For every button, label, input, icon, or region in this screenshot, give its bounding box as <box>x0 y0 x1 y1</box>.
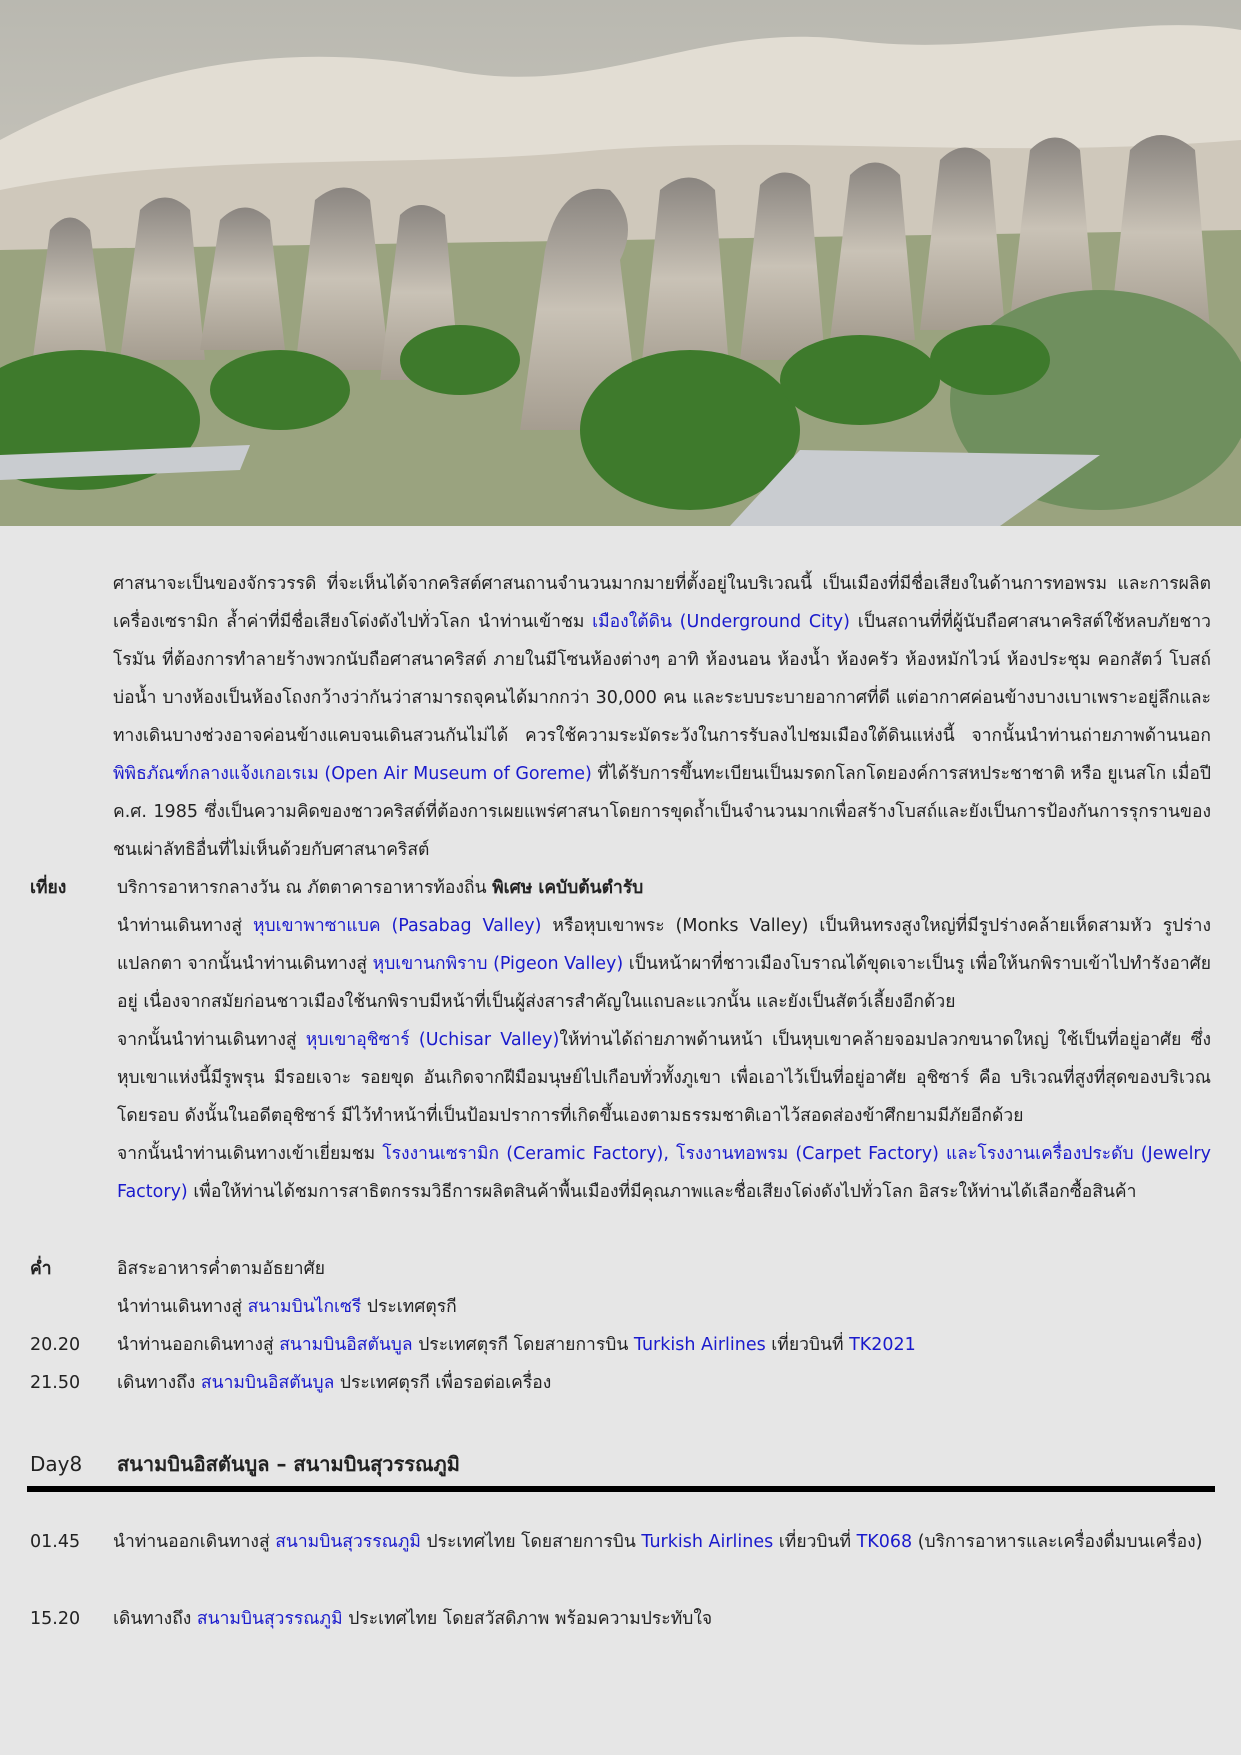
lunch-label: เที่ยง <box>30 878 67 898</box>
intro-text-1: ศาสนาจะเป็นของจักรวรรดิ ที่จะเห็นได้จากคริสต์ศาสนถานจำนวนมากมายที่ตั้งอยู่ในบริเวณนี้ เป็นเมืองที่มีชื่อเสียงในด้านการทอพรม และการผลิตเครื่องเซรามิก ล้ำค่าที่มีชื่อเสียงโด่งดังไปทั่วโลก นำท่านเข้าชม <box>113 574 1211 632</box>
kayseri-text-2: ประเทศตุรกี <box>361 1297 457 1317</box>
pasabag-text-3: เป็นหน้าผาที่ชาวเมืองโบราณได้ขุดเจาะเป็นรู เพื่อให้นกพิราบเข้าไปทำรังอาศัยอยู่ เนื่องจากสมัยก่อนชาวเมืองใช้นกพิราบมีหน้าที่เป็นผู้ส่งสารสำคัญในแถบละแวกนั้น และยังเป็นสัตว์เลี้ยงอีกด้วย <box>117 954 1212 1012</box>
time-2150: 21.50 <box>30 1373 81 1393</box>
intro-paragraph <box>113 565 1211 869</box>
lunch-text: บริการอาหารกลางวัน ณ ภัตตาคารอาหารท้องถิ่น <box>117 878 493 898</box>
uchisar-text-1: จากนั้นนำท่านเดินทางสู่ <box>117 1030 306 1050</box>
factories-link: โรงงานเซรามิก (Ceramic Factory), โรงงานทอพรม (Carpet Factory) และโรงงานเครื่องประดับ (Jewelry Factory) <box>117 1144 1211 1202</box>
hero-photo <box>0 0 1241 526</box>
lunch-special: พิเศษ เคบับต้นตำรับ <box>492 878 644 898</box>
time-2020: 20.20 <box>30 1335 81 1355</box>
f2150-text-1: เดินทางถึง <box>117 1373 201 1393</box>
uchisar-text-2: ให้ท่านได้ถ่ายภาพด้านหน้า เป็นหุบเขาคล้ายจอมปลวกขนาดใหญ่ ใช้เป็นที่อยู่อาศัย ซึ่งหุบเขาแห่งนี้มีรูพรุน มีรอยเจาะ รอยขุด อันเกิดจากฝีมือมนุษย์ไปเกือบทั่วทั้งภูเขา เพื่อเอาไว้เป็นที่อยู่อาศัย อุชิซาร์ คือ บริเวณที่สูงที่สุดของบริเวณโดยรอบ ดังนั้นในอดีตอุชิซาร์ มีไว้ทำหน้าที่เป็นป้อมปราการที่เกิดขึ้นเองตามธรรมชาติเอาไว้สอดส่องข้าศึกยามมีภัยอีกด้วย <box>117 1030 1211 1126</box>
f2150-text-2: ประเทศตุรกี เพื่อรอต่อเครื่อง <box>334 1373 552 1393</box>
intro-text-3: ที่ได้รับการขึ้นทะเบียนเป็นมรดกโลกโดยองค์การสหประชาชาติ หรือ ยูเนสโก เมื่อปี ค.ศ. 1985 ซึ่งเป็นความคิดของชาวคริสต์ที่ต้องการเผยแพร่ศาสนาโดยการขุดถ้ำเป็นจำนวนมากเพื่อสร้างโบสถ์และยังเป็นการป้องกันการรุกรานของชนเผ่าลัทธิอื่นที่ไม่เห็นด้วยกับศาสนาคริสต์ <box>113 764 1211 860</box>
dinner-text: อิสระอาหารค่ำตามอัธยาศัย <box>117 1259 325 1279</box>
f0145-text-4: (บริการอาหารและเครื่องดื่มบนเครื่อง) <box>912 1532 1203 1552</box>
intro-text-2: เป็นสถานที่ที่ผู้นับถือศาสนาคริสต์ใช้หลบภัยชาวโรมัน ที่ต้องการทำลายร้างพวกนับถือศาสนาคริสต์ ภายในมีโซนห้องต่างๆ อาทิ ห้องนอน ห้องน้ำ ห้องครัว ห้องหมักไวน์ ห้องประชุม คอกสัตว์ โบสถ์ บ่อน้ำ บางห้องเป็นห้องโถงกว้างว่ากันว่าสามารถจุคนได้มากกว่า 30,000 คน และระบบระบายอากาศที่ดี แต่อากาศค่อนข้างบางเบาเพราะอยู่ลึกและทางเดินบางช่วงอาจค่อนข้างแคบจนเดินสวนกันไม่ได้ ควรใช้ความระมัดระวังในการรับลงไปชมเมืองใต้ดินแห่งนี้ จากนั้นนำท่านถ่ายภาพด้านนอก <box>113 612 1212 746</box>
uchisar-valley-link: หุบเขาอุชิซาร์ (Uchisar Valley) <box>305 1030 560 1050</box>
f2020-text-2: ประเทศตุรกี โดยสายการบิน <box>412 1335 634 1355</box>
time-0145: 01.45 <box>30 1532 81 1552</box>
dinner-label: ค่ำ <box>30 1259 52 1279</box>
airline-name: Turkish Airlines <box>641 1532 774 1552</box>
f2020-text-1: นำท่านออกเดินทางสู่ <box>117 1335 280 1355</box>
istanbul-airport-link: สนามบินอิสตันบูล <box>200 1373 335 1393</box>
open-air-museum-link: พิพิธภัณฑ์กลางแจ้งเกอเรเม (Open Air Museum of Goreme) <box>113 764 592 784</box>
suvarnabhumi-airport-link: สนามบินสุวรรณภูมิ <box>196 1609 343 1629</box>
f0145-text-3: เที่ยวบินที่ <box>773 1532 857 1552</box>
pasabag-text-2: หรือหุบเขาพระ (Monks Valley) เป็นหินทรงสูงใหญ่ที่มีรูปร่างคล้ายเห็ดสามหัว รูปร่างแปลกตา จากนั้นนำท่านเดินทางสู่ <box>117 916 1211 974</box>
kayseri-text-1: นำท่านเดินทางสู่ <box>117 1297 248 1317</box>
pigeon-valley-link: หุบเขานกพิราบ (Pigeon Valley) <box>372 954 624 974</box>
factory-text-2: เพื่อให้ท่านได้ชมการสาธิตกรรมวิธีการผลิตสินค้าพื้นเมืองที่มีคุณภาพและชื่อเสียงโด่งดังไปทั่วโลก อิสระให้ท่านได้เลือกซื้อสินค้า <box>187 1182 1137 1202</box>
kayseri-airport-link: สนามบินไกเซรี <box>247 1297 362 1317</box>
f0145-text-2: ประเทศไทย โดยสายการบิน <box>420 1532 642 1552</box>
f0145-text-1: นำท่านออกเดินทางสู่ <box>113 1532 276 1552</box>
day-title: สนามบินอิสตันบูล – สนามบินสุวรรณภูมิ <box>117 1452 460 1476</box>
f1520-text-1: เดินทางถึง <box>113 1609 197 1629</box>
flight-number: TK068 <box>856 1532 913 1552</box>
suvarnabhumi-airport-link: สนามบินสุวรรณภูมิ <box>275 1532 421 1552</box>
underground-city-link: เมืองใต้ดิน (Underground City) <box>592 612 850 632</box>
istanbul-airport-link: สนามบินอิสตันบูล <box>279 1335 413 1355</box>
f1520-text-2: ประเทศไทย โดยสวัสดิภาพ พร้อมความประทับใจ <box>342 1609 713 1629</box>
pasabag-text-1: นำท่านเดินทางสู่ <box>117 916 253 936</box>
day-label: Day8 <box>30 1452 83 1476</box>
f2020-text-3: เที่ยวบินที่ <box>765 1335 850 1355</box>
airline-name: Turkish Airlines <box>633 1335 766 1355</box>
cappadocia-fairy-chimneys-photo-icon <box>0 0 1241 526</box>
flight-number: TK2021 <box>849 1335 916 1355</box>
time-1520: 15.20 <box>30 1609 81 1629</box>
section-divider <box>27 1486 1215 1492</box>
pasabag-valley-link: หุบเขาพาซาแบค (Pasabag Valley) <box>252 916 542 936</box>
factory-text-1: จากนั้นนำท่านเดินทางเข้าเยี่ยมชม <box>117 1144 383 1164</box>
